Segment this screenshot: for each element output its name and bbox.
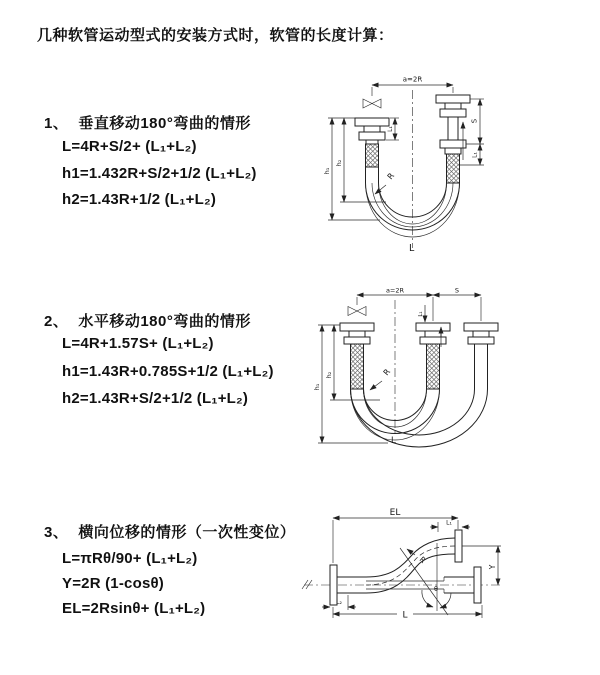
label-l1: L₁ bbox=[418, 311, 424, 317]
formula-1-h1: h1=1.432R+S/2+1/2 (L₁+L₂) bbox=[62, 165, 257, 182]
left-flange-fitting bbox=[340, 323, 374, 344]
section-3-heading bbox=[44, 521, 295, 542]
dimension-stroke-s bbox=[433, 287, 481, 296]
valve-icon bbox=[348, 307, 366, 316]
diagram-horizontal-movement bbox=[308, 285, 600, 457]
label-l1-left: L₁ bbox=[387, 126, 394, 132]
u-bend-arcs-moved bbox=[351, 389, 488, 447]
left-braided-hose bbox=[351, 344, 364, 389]
dimension-a2r bbox=[357, 287, 433, 296]
section-1-number: 1、 bbox=[44, 115, 69, 132]
label-l: L bbox=[402, 610, 408, 621]
middle-braided-hose bbox=[427, 344, 440, 389]
label-a2r: a=2R bbox=[402, 75, 423, 84]
left-flange-fitting bbox=[355, 118, 389, 144]
diagram-lateral-displacement bbox=[298, 503, 600, 645]
diagram-vertical-movement bbox=[312, 68, 597, 263]
right-flange-fitting-top bbox=[436, 95, 470, 140]
formula-3-L: L=πRθ/90+ (L₁+L₂) bbox=[62, 550, 198, 567]
centerline-break bbox=[302, 580, 312, 589]
displaced-flange bbox=[455, 530, 462, 562]
formula-3-Y: Y=2R (1-cosθ) bbox=[62, 575, 164, 592]
label-s: S bbox=[454, 286, 460, 295]
radius-callout bbox=[370, 367, 392, 390]
label-y: Y bbox=[488, 564, 497, 570]
label-h1: h₁ bbox=[313, 383, 321, 391]
dimension-l1 bbox=[430, 520, 470, 533]
moved-flange-fitting bbox=[464, 323, 498, 344]
section-2-heading-text: 水平移动180°弯曲的情形 bbox=[78, 313, 251, 330]
label-l2: L₂ bbox=[336, 599, 342, 606]
label-l1: L₁ bbox=[446, 519, 452, 527]
page-title: 几种软管运动型式的安装方式时，软管的长度计算： bbox=[37, 27, 394, 44]
formula-3-EL: EL=2Rsinθ+ (L₁+L₂) bbox=[62, 600, 206, 617]
section-1-heading bbox=[44, 112, 251, 133]
label-length: L bbox=[391, 436, 396, 446]
formula-2-h1: h1=1.43R+0.785S+1/2 (L₁+L₂) bbox=[62, 363, 274, 380]
formula-2-h2: h2=1.43R+S/2+1/2 (L₁+L₂) bbox=[62, 390, 249, 407]
middle-flange-fitting bbox=[416, 323, 450, 344]
section-2-number: 2、 bbox=[44, 313, 69, 330]
dimension-l2 bbox=[322, 595, 356, 610]
label-radius: R bbox=[381, 367, 393, 378]
right-braided-hose bbox=[447, 154, 460, 183]
label-length: L bbox=[409, 243, 415, 254]
label-radius: R bbox=[385, 171, 397, 182]
formula-1-L: L=4R+S/2+ (L₁+L₂) bbox=[62, 138, 197, 155]
section-3-number: 3、 bbox=[44, 524, 69, 541]
section-2-heading bbox=[44, 310, 251, 331]
label-a2r: a=2R bbox=[385, 286, 405, 295]
section-3-heading-text: 横向位移的情形（一次性变位） bbox=[78, 524, 296, 541]
label-el: EL bbox=[389, 508, 401, 518]
formula-2-L: L=4R+1.57S+ (L₁+L₂) bbox=[62, 335, 214, 352]
angle-theta bbox=[422, 585, 451, 608]
right-flange-fitting-moved bbox=[440, 140, 466, 154]
valve-icon bbox=[363, 99, 381, 108]
label-h1: h₁ bbox=[323, 167, 331, 175]
left-braided-hose bbox=[366, 144, 379, 167]
section-1-heading-text: 垂直移动180°弯曲的情形 bbox=[78, 115, 251, 132]
label-radius: R bbox=[417, 554, 428, 565]
label-l1-right: L₁ bbox=[471, 152, 479, 158]
label-h2: h₂ bbox=[335, 159, 343, 167]
label-h2: h₂ bbox=[325, 371, 333, 379]
formula-1-h2: h2=1.43R+1/2 (L₁+L₂) bbox=[62, 191, 217, 208]
label-s: S bbox=[470, 118, 479, 124]
dimension-stroke-s bbox=[466, 99, 484, 144]
label-theta: θ bbox=[434, 585, 438, 593]
